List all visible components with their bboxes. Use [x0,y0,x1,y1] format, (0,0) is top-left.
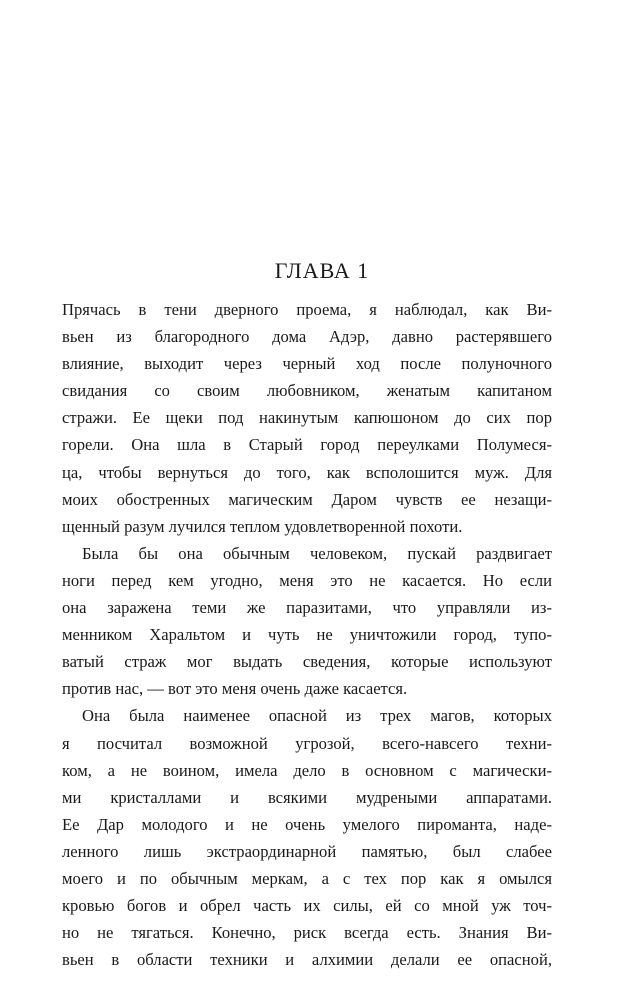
paragraph-2 [62,540,552,703]
text-line: кровью богов и обрел часть их силы, ей со мной уж точ- [62,896,552,916]
text-line: Прячась в тени дверного проема, я наблюдал, как Ви- [62,300,552,319]
chapter-body [62,296,552,973]
text-line: но не тягаться. Конечно, риск всегда есть. Знания Ви- [62,923,552,943]
text-line: Была бы она обычным человеком, пускай раздвигает [82,543,552,563]
chapter-title: ГЛАВА 1 [274,258,370,283]
text-line: ми кристаллами и всякими мудреными аппаратами. [62,787,552,807]
text-line: Она была наименее опасной из трех магов, которых [82,706,552,726]
text-line: ленного лишь экстраординарной памятью, был слабее [62,841,552,861]
paragraph-3 [62,702,552,973]
text-line: ноги перед кем угодно, меня это не касается. Но если [62,570,552,590]
text-line: стражи. Ее щеки под накинутым капюшоном до сих пор [62,408,552,428]
paragraph-1 [62,296,552,540]
text-line: вьен в области техники и алхимии делали ее опасной, [62,950,552,970]
text-line: свидания со своим любовником, женатым капитаном [62,381,552,401]
text-line: моих обостренных магическим Даром чувств ее незащи- [62,489,552,509]
text-line: ватый страж мог выдать сведения, которые используют [62,652,552,672]
text-line: моего и по обычным меркам, а с тех пор как я омылся [62,868,552,888]
text-line: щенный разум лучился теплом удовлетворенной похоти. [62,516,463,536]
text-line: влияние, выходит через черный ход после полуночного [62,354,552,374]
text-line: она заражена теми же паразитами, что управляли из- [62,598,552,618]
text-line: вьен из благородного дома Адэр, давно растерявшего [62,327,552,347]
text-line: против нас, — вот это меня очень даже касается. [62,679,408,699]
text-line: ца, чтобы вернуться до того, как всполошится муж. Для [62,462,552,482]
text-line: я посчитал возможной угрозой, всего-навсего техни- [62,733,552,753]
text-line: ком, а не воином, имела дело в основном с магически- [62,760,552,780]
text-line: Ее Дар молодого и не очень умелого пироманта, наде- [62,814,552,834]
text-line: менником Харальтом и чуть не уничтожили город, тупо- [62,625,552,645]
text-line: горели. Она шла в Старый город переулками Полумеся- [62,435,552,455]
